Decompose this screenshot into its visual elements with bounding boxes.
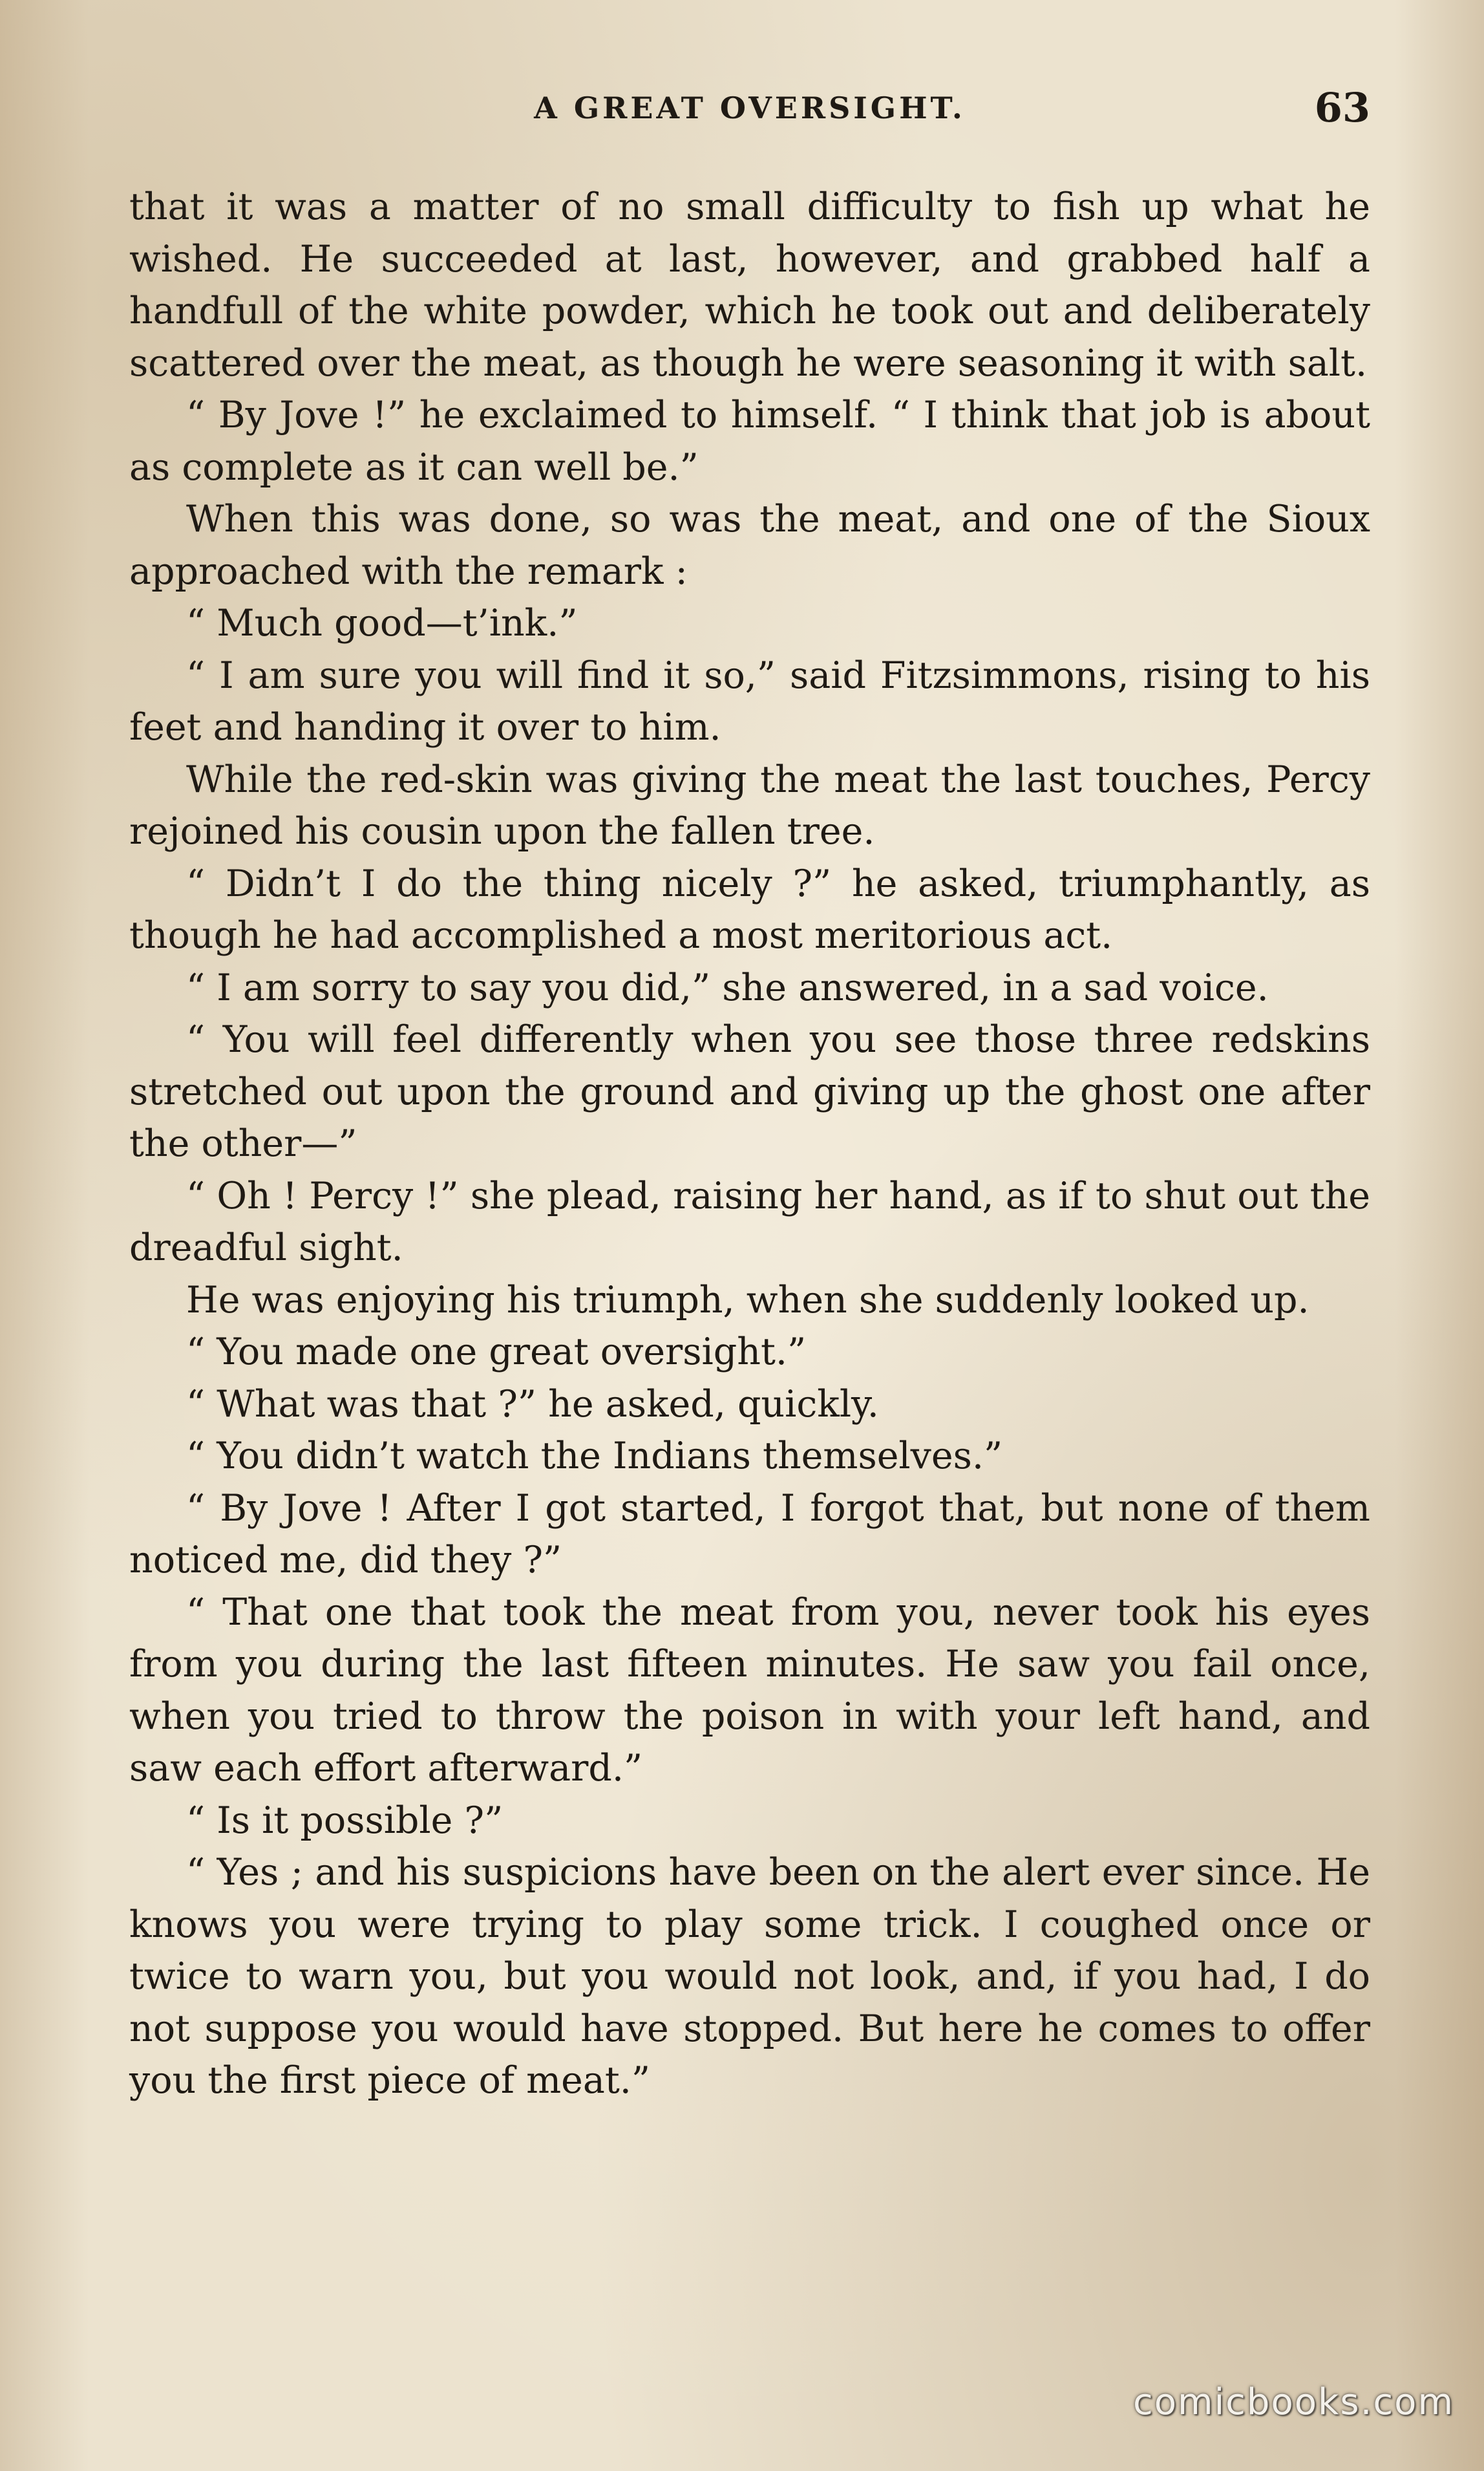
paragraph: “ Oh ! Percy !” she plead, raising her hand, as if to shut out the dreadful sight. bbox=[129, 1174, 1370, 1269]
paragraph: He was enjoying his triumph, when she suddenly looked up. bbox=[186, 1278, 1309, 1321]
paragraph: “ Didn’t I do the thing nicely ?” he asked, triumphantly, as though he had accomplished a most meritorious act. bbox=[129, 862, 1370, 957]
paragraph: “ You didn’t watch the Indians themselves.” bbox=[186, 1435, 1003, 1477]
running-head bbox=[129, 84, 1370, 136]
paragraph: “ You will feel differently when you see those three redskins stretched out upon the ground and giving up the ghost one after the other—” bbox=[129, 1018, 1370, 1165]
paragraph: that it was a matter of no small difficulty to fish up what he wished. He succeeded at last, however, and grabbed half a handfull of the white powder, which he took out and deliberately scattered over the meat, as though he were seasoning it with salt. bbox=[129, 186, 1370, 385]
paragraph: When this was done, so was the meat, and one of the Sioux approached with the remark : bbox=[129, 498, 1370, 593]
paragraph: “ I am sure you will find it so,” said Fitzsimmons, rising to his feet and handing it over to him. bbox=[129, 654, 1370, 749]
page-number: 63 bbox=[1314, 84, 1370, 131]
watermark: comicbooks.com bbox=[1132, 2381, 1454, 2423]
paragraph: “ That one that took the meat from you, never took his eyes from you during the last fifteen minutes. He saw you fail once, when you tried to throw the poison in with your left hand, and saw each effort afterward.” bbox=[129, 1590, 1370, 1790]
paragraph: “ Is it possible ?” bbox=[186, 1799, 504, 1842]
paragraph: “ By Jove !” he exclaimed to himself. “ I think that job is about as complete as it can well be.” bbox=[129, 394, 1370, 489]
paragraph: “ Much good—t’ink.” bbox=[186, 602, 578, 645]
paragraph: “ Yes ; and his suspicions have been on the alert ever since. He knows you were trying to play some trick. I coughed once or twice to warn you, but you would not look, and, if you had, I do not suppose you would have stopped. But here he comes to offer you the first piece of meat.” bbox=[129, 1851, 1370, 2102]
paragraph: “ You made one great oversight.” bbox=[186, 1331, 807, 1373]
body-text bbox=[129, 181, 1370, 2107]
paragraph: “ By Jove ! After I got started, I forgot that, but none of them noticed me, did they ?” bbox=[129, 1486, 1370, 1581]
running-title: A GREAT OVERSIGHT. bbox=[534, 91, 966, 125]
paragraph: While the red-skin was giving the meat the last touches, Percy rejoined his cousin upon the fallen tree. bbox=[129, 758, 1370, 853]
paragraph: “ I am sorry to say you did,” she answered, in a sad voice. bbox=[186, 966, 1269, 1009]
paragraph: “ What was that ?” he asked, quickly. bbox=[186, 1382, 879, 1426]
